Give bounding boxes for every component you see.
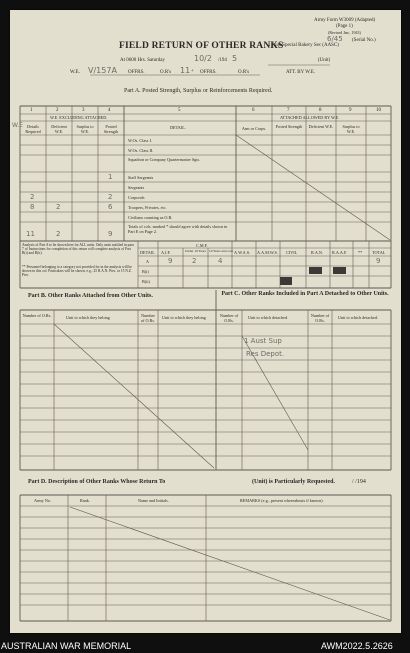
- sub-header: Arm or Corps.: [241, 126, 267, 131]
- analysis-row-label: A: [146, 259, 150, 264]
- serial-value: 6/45: [327, 35, 343, 43]
- hand-pte-deficient: 2: [56, 203, 61, 211]
- blocked-cell: [280, 277, 292, 285]
- col-num: 4: [108, 108, 111, 113]
- analysis-header: TOTAL: [372, 250, 386, 255]
- offrs-label: OFFRS.: [128, 70, 145, 75]
- sub-header: Surplus to W.E.: [76, 124, 94, 134]
- hand-pte-posted: 6: [108, 203, 113, 211]
- analysis-header: CIVIL: [286, 250, 298, 255]
- hand-total-deficient: 2: [56, 230, 61, 238]
- sub-header: DETAIL.: [170, 125, 186, 130]
- analysis-header: **: [358, 250, 363, 255]
- form-code: Army Form W3009 (Adapted): [314, 18, 376, 23]
- row-label: Squadron or Company Quartermaster Sgts.: [128, 157, 201, 162]
- row-label: Sergeants: [128, 185, 145, 190]
- time-label: At 0600 Hrs. Saturday: [120, 58, 165, 63]
- row-label: Staff Sergeants: [128, 175, 154, 180]
- hand-over19: 4: [218, 257, 223, 265]
- date-value: 10/2: [194, 54, 212, 63]
- col-num: 9: [349, 108, 352, 113]
- part-c-header: Number of O.Rs.: [219, 313, 239, 323]
- or-label-2: O.R's: [238, 70, 250, 75]
- analysis-header: R.A.N.: [311, 250, 323, 255]
- sub-header: Posted Strength: [275, 124, 303, 129]
- row-label: W.Os. Class I.: [128, 138, 152, 143]
- analysis-note: Analysis of Part A to be shown here for ALL units. Only units notified in para 7 of Instructions for completion of this return will complete analysis of Part B(i) and B(ii).: [22, 243, 134, 256]
- col-num: 10: [376, 108, 381, 113]
- cmf-label: C.M.F.: [196, 243, 208, 248]
- analysis-header: Under 19 Years: [185, 249, 206, 253]
- att-label: ATT. BY W.E.: [286, 70, 316, 75]
- hand-pte-required: 8: [30, 203, 35, 211]
- year-value: 5: [232, 54, 238, 63]
- archive-footer: [0, 640, 410, 653]
- col-num: 8: [319, 108, 322, 113]
- we-value: V/157A: [88, 66, 117, 75]
- plus-sign: +: [191, 69, 194, 74]
- footer-right: AWM2022.5.2626: [321, 641, 393, 651]
- part-d-header: Name and Initials.: [138, 498, 169, 503]
- serial-label: (Serial No.): [352, 38, 376, 43]
- sub-header: Details Required: [25, 124, 41, 134]
- sub-header: Deficient W.E.: [308, 124, 334, 129]
- col-num: 6: [252, 108, 255, 113]
- or-label: O.R's: [160, 70, 172, 75]
- sub-header: Deficient W.E.: [51, 124, 67, 134]
- form-title: FIELD RETURN OF OTHER RANKS: [119, 41, 284, 51]
- col-num: 3: [82, 108, 85, 113]
- blocked-cell: [309, 267, 322, 274]
- unit-name: 1 Aust Special Bakery Sec (AASC): [268, 43, 339, 48]
- form-sheet: [10, 10, 401, 633]
- hand-cpl-posted: 2: [108, 193, 113, 201]
- revised-label: (Revised Jan., 1943): [328, 30, 361, 35]
- part-d-header: Army No.: [34, 498, 51, 503]
- analysis-header: 19 Years and over: [209, 249, 234, 253]
- col-num: 5: [178, 108, 181, 113]
- year-label: /194: [218, 58, 227, 63]
- personnel-note: ** Personnel belonging to a category not provided for in the analysis will be shown in this col. Particulars will be shown, e.g., 25 R.A.N. Ptes. or 15 N.Z. Ptes.: [22, 265, 132, 278]
- form-grid: [10, 10, 401, 633]
- analysis-header: DETAIL: [140, 250, 155, 255]
- blocked-cell: [333, 267, 346, 274]
- analysis-row-label: B(ii): [142, 279, 150, 284]
- part-d-title-date: / /194: [352, 479, 366, 485]
- row-label: Troopers, Privates, etc.: [128, 205, 167, 210]
- hand-detached-1: 1 Aust Sup: [244, 337, 282, 345]
- part-b-header: Number of O.Rs.: [22, 313, 52, 318]
- hand-total-posted: 9: [108, 230, 113, 238]
- hand-aif: 9: [168, 257, 173, 265]
- or-value: 11: [180, 66, 191, 75]
- analysis-header: R.A.A.F.: [332, 250, 348, 255]
- hand-staff-posted: 1: [108, 173, 113, 181]
- part-b-header: Number of O.Rs.: [140, 313, 156, 323]
- col-num: 2: [56, 108, 59, 113]
- analysis-header: A.W.A.S.: [234, 250, 251, 255]
- hand-total-required: 11: [26, 230, 35, 238]
- analysis-header: A.I.F.: [161, 250, 171, 255]
- hand-under19: 2: [192, 257, 197, 265]
- analysis-row-label: B(i): [142, 269, 149, 274]
- row-label: Corporals: [128, 195, 145, 200]
- part-a-title: Part A. Posted Strength, Surplus or Reinforcements Required.: [124, 88, 273, 94]
- hand-total: 9: [376, 257, 381, 265]
- part-c-header: Number of O.Rs.: [310, 313, 330, 323]
- part-b-header: Unit to which they belong: [162, 315, 206, 320]
- part-d-header: Rank.: [80, 498, 90, 503]
- we-excluding-header: W.E. EXCLUDING ATTACHED.: [50, 115, 108, 120]
- part-d-title: Part D. Description of Other Ranks Whose Return To: [28, 479, 166, 485]
- hand-we: W.E: [12, 122, 23, 129]
- part-c-title: Part C. Other Ranks Included in Part A Detached to Other Units.: [221, 291, 389, 297]
- offrs-label-2: OFFRS.: [200, 70, 217, 75]
- part-d-title-unit: (Unit) is Particularly Requested.: [252, 479, 335, 485]
- part-c-header: Unit to which detached.: [338, 315, 379, 320]
- page-label: (Page 1): [336, 24, 353, 29]
- we-label: W.E.: [70, 70, 80, 75]
- part-d-header: REMARKS (e.g., present whereabouts if known).: [240, 498, 324, 503]
- row-label: W.Os. Class II.: [128, 148, 154, 153]
- part-b-title: Part B. Other Ranks Attached from Other Units.: [28, 293, 153, 299]
- unit-label: (Unit): [318, 58, 331, 63]
- hand-detached-2: Res Depot.: [246, 350, 285, 358]
- row-label: Civilians counting as O.R.: [128, 215, 173, 220]
- sub-header: Surplus to W.E.: [342, 124, 360, 134]
- col-num: 1: [30, 108, 33, 113]
- part-c-header: Unit to which detached.: [248, 315, 289, 320]
- attached-allowed-header: ATTACHED ALLOWED BY W.E.: [280, 115, 340, 120]
- part-b-header: Unit to which they belong: [66, 315, 110, 320]
- sub-header: Posted Strength: [103, 124, 119, 134]
- analysis-header: A.A.M.W.S.: [257, 250, 278, 255]
- hand-cpl-required: 2: [30, 193, 35, 201]
- row-label: Totals of cols. marked * should agree with details shown in Part E on Page 2.: [128, 224, 228, 234]
- col-num: 7: [287, 108, 290, 113]
- footer-left: AUSTRALIAN WAR MEMORIAL: [1, 641, 132, 651]
